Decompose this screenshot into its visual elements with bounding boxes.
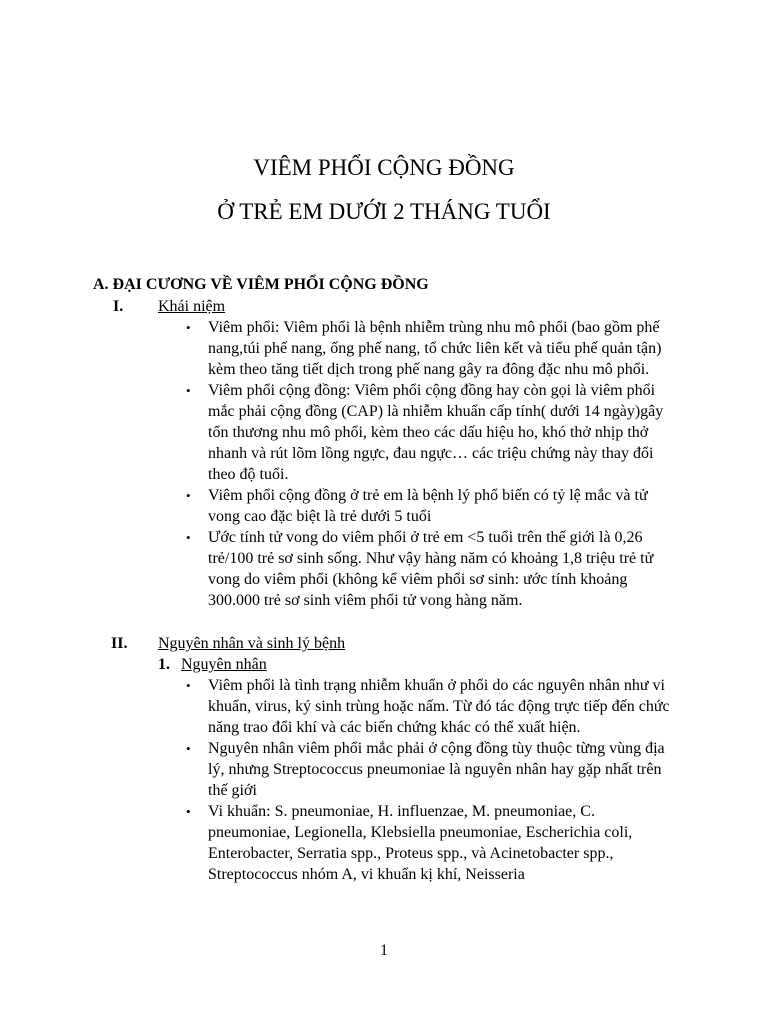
section-i-label: Khái niệm [158, 298, 226, 315]
list-item [0, 738, 674, 801]
list-item [0, 317, 674, 380]
list-item-text: Ước tính tử vong do viêm phổi ở trẻ em <5 tuổi trên thế giới là 0,26 trẻ/100 trẻ sơ sinh sống. Như vậy hàng năm có khoảng 1,8 triệu trẻ tử vong do viêm phổi (không kể viêm phổi sơ sinh: ước tính khoảng 300.000 trẻ sơ sinh viêm phổi tử vong hàng năm. [208, 529, 654, 609]
section-ii-label: Nguyên nhân và sinh lý bệnh [158, 635, 346, 652]
bullet-icon: • [186, 320, 191, 335]
section-i-number: I. [113, 298, 124, 315]
subsection-1-number: 1. [158, 656, 170, 673]
bullet-icon: • [186, 530, 191, 545]
list-item-text: Vi khuẩn: S. pneumoniae, H. influenzae, M. pneumoniae, C. pneumoniae, Legionella, Klebsiella pneumoniae, Escherichia coli, Enterobacter, Serratia spp., Proteus spp., và Acinetobacter spp., Streptococcus nhóm A, vi khuẩn kị khí, Neisseria [208, 803, 633, 883]
subsection-1-label: Nguyên nhân [181, 656, 267, 673]
list-item [0, 380, 674, 485]
section-i-bullet-list [0, 317, 674, 611]
page-number: 1 [380, 942, 388, 959]
document-title-line2: Ở TRẺ EM DƯỚI 2 THÁNG TUỔI [217, 199, 551, 224]
list-item-text: Viêm phổi là tình trạng nhiễm khuẩn ở phổi do các nguyên nhân như vi khuẩn, virus, ký sinh trùng hoặc nấm. Từ đó tác động trực tiếp đến chức năng trao đổi khí và các biến chứng khác có thể xuất hiện. [208, 677, 670, 736]
list-item-text: Viêm phổi cộng đồng ở trẻ em là bệnh lý phổ biến có tỷ lệ mắc và tử vong cao đặc biệt là trẻ dưới 5 tuổi [208, 487, 648, 525]
bullet-icon: • [186, 678, 191, 693]
bullet-icon: • [186, 488, 191, 503]
list-item [0, 675, 674, 738]
document-title-line1: VIÊM PHỔI CỘNG ĐỒNG [253, 155, 515, 180]
list-item [0, 527, 674, 611]
subsection-1-bullet-list [0, 675, 674, 885]
section-ii-number: II. [111, 635, 128, 652]
bullet-icon: • [186, 804, 191, 819]
list-item [0, 801, 674, 885]
list-item-text: Viêm phổi: Viêm phổi là bệnh nhiễm trùng nhu mô phổi (bao gồm phế nang,túi phế nang, ống phế nang, tổ chức liên kết và tiểu phế quản tận) kèm theo tăng tiết dịch trong phế nang gây ra đông đặc nhu mô phổi. [208, 319, 662, 378]
list-item-text: Nguyên nhân viêm phổi mắc phải ở cộng đồng tùy thuộc từng vùng địa lý, nhưng Streptococcus pneumoniae là nguyên nhân hay gặp nhất trên thế giới [208, 740, 665, 799]
list-item-text: Viêm phổi cộng đồng: Viêm phổi cộng đồng hay còn gọi là viêm phổi mắc phải cộng đồng (CAP) là nhiễm khuẩn cấp tính( dưới 14 ngày)gây tổn thương nhu mô phổi, kèm theo các dấu hiệu ho, khó thở nhịp thở nhanh và rút lõm lồng ngực, đau ngực… các triệu chứng này thay đổi theo độ tuổi. [208, 382, 664, 483]
list-item [0, 485, 674, 527]
bullet-icon: • [186, 741, 191, 756]
bullet-icon: • [186, 383, 191, 398]
section-a-heading: A. ĐẠI CƯƠNG VỀ VIÊM PHỔI CỘNG ĐỒNG [93, 276, 429, 293]
